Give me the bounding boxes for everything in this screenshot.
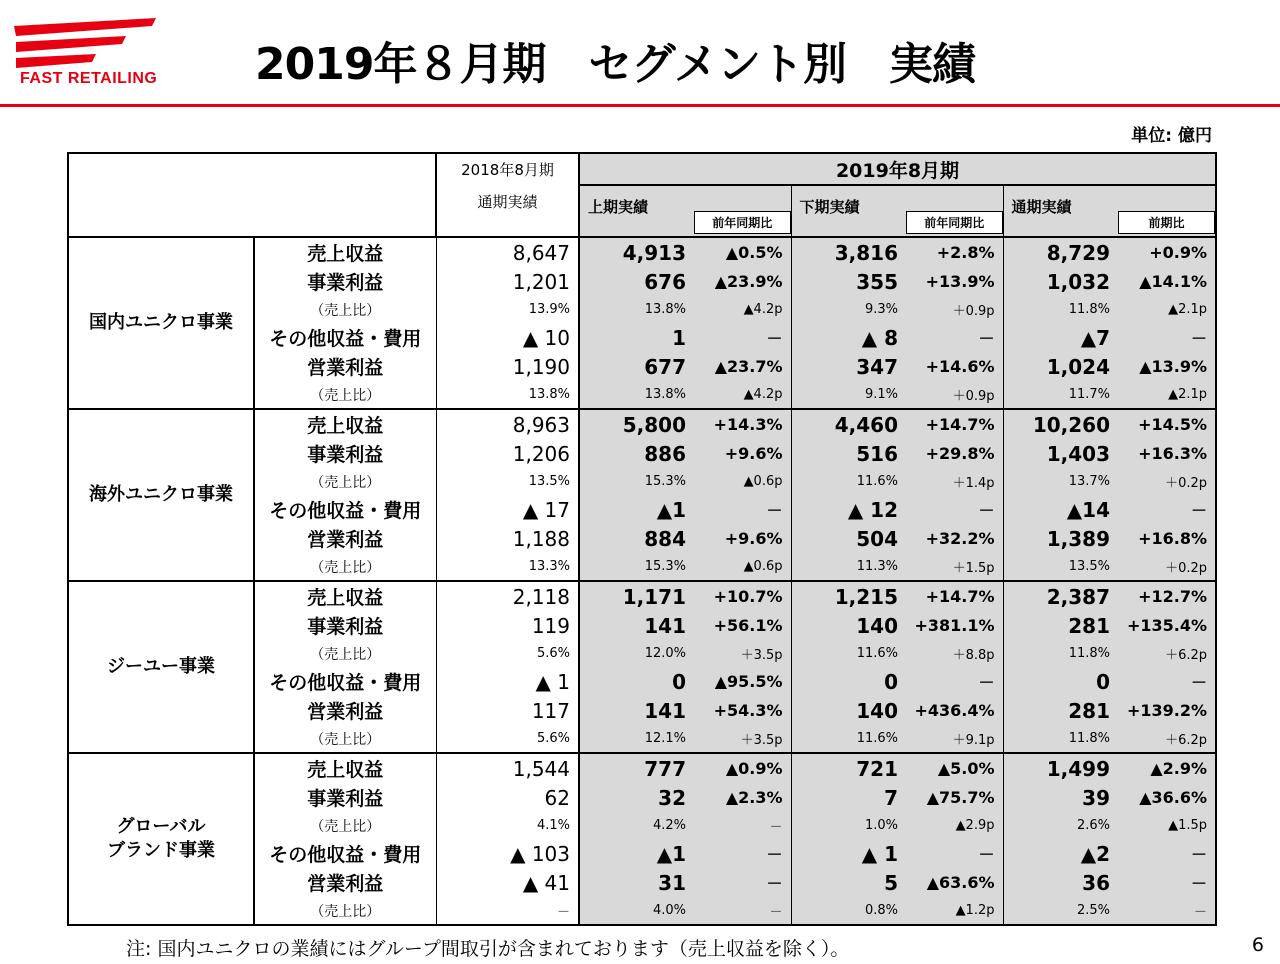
row-label: （売上比） [310, 302, 381, 319]
row-label: （売上比） [310, 387, 381, 404]
value-2018: 1,190 [436, 352, 579, 381]
change-h2: － [906, 495, 1003, 524]
value-h2: 355 [791, 267, 906, 296]
change-h1: － [694, 495, 791, 524]
value-h2: 11.3% [791, 553, 906, 581]
value-h2: 504 [791, 524, 906, 553]
value-2018: ▲ 17 [436, 495, 579, 524]
value-h2: 11.6% [791, 640, 906, 667]
change-h2: － [906, 667, 1003, 696]
change-h2: +32.2% [906, 524, 1003, 553]
change-fy: － [1118, 495, 1216, 524]
value-h2: 1.0% [791, 812, 906, 839]
change-h1: ▲2.3% [694, 783, 791, 812]
segment-name: 国内ユニクロ事業 [68, 237, 254, 409]
value-fy: ▲2 [1003, 839, 1118, 868]
change-h1: － [694, 897, 791, 925]
header-h2-yoy [906, 185, 1003, 237]
value-h2: 11.6% [791, 725, 906, 753]
value-h1: 1,171 [579, 581, 694, 611]
value-fy: 36 [1003, 868, 1118, 897]
change-fy: ▲2.9% [1118, 753, 1216, 783]
change-h1: ▲0.6p [694, 468, 791, 495]
row-label: 売上収益 [254, 237, 436, 267]
change-h1: ▲0.6p [694, 553, 791, 581]
value-h1: ▲1 [579, 495, 694, 524]
change-h2: ▲5.0% [906, 753, 1003, 783]
change-h2: － [906, 839, 1003, 868]
value-fy: 2.5% [1003, 897, 1118, 925]
change-h2: ＋0.9p [906, 381, 1003, 409]
value-h1: 15.3% [579, 468, 694, 495]
change-h2: +13.9% [906, 267, 1003, 296]
value-fy: 10,260 [1003, 409, 1118, 439]
change-fy: +135.4% [1118, 611, 1216, 640]
value-2018: ▲ 103 [436, 839, 579, 868]
value-h1: 13.8% [579, 296, 694, 323]
value-2018: 13.8% [436, 381, 579, 409]
value-2018: 13.3% [436, 553, 579, 581]
value-h1: 4,913 [579, 237, 694, 267]
value-h1: 0 [579, 667, 694, 696]
value-fy: 13.5% [1003, 553, 1118, 581]
header-h1-yoy-label: 前年同期比 [694, 211, 791, 234]
change-h1: ▲0.9% [694, 753, 791, 783]
header-row-1 [68, 153, 1216, 185]
value-h1: 15.3% [579, 553, 694, 581]
value-h1: 4.2% [579, 812, 694, 839]
value-h2: 4,460 [791, 409, 906, 439]
header-h2: 下期実績 [791, 185, 906, 237]
value-h2: 1,215 [791, 581, 906, 611]
change-h2: +29.8% [906, 439, 1003, 468]
change-h1: +9.6% [694, 524, 791, 553]
header-fy-yoy [1118, 185, 1216, 237]
value-h1: 886 [579, 439, 694, 468]
change-h2: － [906, 323, 1003, 352]
value-h1: 32 [579, 783, 694, 812]
change-h2: +2.8% [906, 237, 1003, 267]
change-h2: +14.7% [906, 409, 1003, 439]
value-h1: ▲1 [579, 839, 694, 868]
value-h2: 347 [791, 352, 906, 381]
value-2018: 8,647 [436, 237, 579, 267]
change-h2: +14.7% [906, 581, 1003, 611]
change-h1: +54.3% [694, 696, 791, 725]
title-rule [0, 104, 1280, 107]
segment-name: 海外ユニクロ事業 [68, 409, 254, 581]
change-fy: +139.2% [1118, 696, 1216, 725]
value-fy: ▲7 [1003, 323, 1118, 352]
change-fy: +0.9% [1118, 237, 1216, 267]
row-label: 売上収益 [254, 581, 436, 611]
row-label: 事業利益 [307, 444, 384, 466]
value-h2: 5 [791, 868, 906, 897]
change-fy: ▲2.1p [1118, 296, 1216, 323]
value-fy: 39 [1003, 783, 1118, 812]
change-h2: +14.6% [906, 352, 1003, 381]
change-h1: +10.7% [694, 581, 791, 611]
row-label: （売上比） [310, 559, 381, 576]
segment-results-table [67, 152, 1217, 926]
change-fy: ＋6.2p [1118, 640, 1216, 667]
value-h2: 9.1% [791, 381, 906, 409]
change-fy: ＋0.2p [1118, 553, 1216, 581]
value-h1: 4.0% [579, 897, 694, 925]
change-fy: ＋6.2p [1118, 725, 1216, 753]
change-h2: ▲63.6% [906, 868, 1003, 897]
value-fy: 2,387 [1003, 581, 1118, 611]
header-2018: 2018年8月期 [436, 153, 579, 185]
value-2018: ▲ 41 [436, 868, 579, 897]
change-h1: ▲4.2p [694, 296, 791, 323]
row-label: 事業利益 [307, 616, 384, 638]
value-h2: ▲ 12 [791, 495, 906, 524]
value-h2: 516 [791, 439, 906, 468]
value-h2: 721 [791, 753, 906, 783]
change-h2: ＋1.4p [906, 468, 1003, 495]
value-fy: 281 [1003, 611, 1118, 640]
change-h2: ＋0.9p [906, 296, 1003, 323]
header-blank [68, 153, 436, 237]
change-h1: ▲23.9% [694, 267, 791, 296]
change-h1: ▲0.5% [694, 237, 791, 267]
change-h2: ＋9.1p [906, 725, 1003, 753]
table-row [68, 753, 1216, 783]
change-fy: － [1118, 323, 1216, 352]
header-2018-sub: 通期実績 [436, 185, 579, 237]
table-row [68, 409, 1216, 439]
change-fy: ▲1.5p [1118, 812, 1216, 839]
change-h2: +381.1% [906, 611, 1003, 640]
change-fy: +14.5% [1118, 409, 1216, 439]
value-fy: 1,499 [1003, 753, 1118, 783]
value-h2: 0 [791, 667, 906, 696]
change-h2: ＋8.8p [906, 640, 1003, 667]
value-fy: 0 [1003, 667, 1118, 696]
value-h1: 13.8% [579, 381, 694, 409]
change-h2: ▲1.2p [906, 897, 1003, 925]
row-label: （売上比） [310, 646, 381, 663]
value-2018: 1,188 [436, 524, 579, 553]
row-label: 事業利益 [307, 272, 384, 294]
value-fy: 11.8% [1003, 296, 1118, 323]
value-h1: 677 [579, 352, 694, 381]
value-2018: 117 [436, 696, 579, 725]
value-2018: ▲ 10 [436, 323, 579, 352]
change-h2: +436.4% [906, 696, 1003, 725]
change-h2: ▲2.9p [906, 812, 1003, 839]
change-h1: ▲4.2p [694, 381, 791, 409]
change-h1: ＋3.5p [694, 725, 791, 753]
value-2018: － [436, 897, 579, 925]
change-fy: － [1118, 868, 1216, 897]
value-h1: 884 [579, 524, 694, 553]
value-h1: 12.1% [579, 725, 694, 753]
value-2018: 5.6% [436, 725, 579, 753]
value-h2: 7 [791, 783, 906, 812]
value-fy: 2.6% [1003, 812, 1118, 839]
row-label: （売上比） [310, 818, 381, 835]
change-fy: ＋0.2p [1118, 468, 1216, 495]
value-2018: 119 [436, 611, 579, 640]
row-label: 営業利益 [307, 701, 384, 723]
value-fy: 11.7% [1003, 381, 1118, 409]
row-label: （売上比） [310, 474, 381, 491]
value-h2: ▲ 1 [791, 839, 906, 868]
value-h1: 777 [579, 753, 694, 783]
change-fy: ▲2.1p [1118, 381, 1216, 409]
row-label: 営業利益 [307, 529, 384, 551]
value-h2: 11.6% [791, 468, 906, 495]
value-h1: 141 [579, 696, 694, 725]
table-row [68, 237, 1216, 267]
header-fy: 通期実績 [1003, 185, 1118, 237]
row-label: （売上比） [254, 897, 436, 925]
value-fy: 8,729 [1003, 237, 1118, 267]
change-h1: +56.1% [694, 611, 791, 640]
value-fy: 11.8% [1003, 640, 1118, 667]
value-h1: 12.0% [579, 640, 694, 667]
change-fy: +12.7% [1118, 581, 1216, 611]
value-fy: ▲14 [1003, 495, 1118, 524]
value-h1: 31 [579, 868, 694, 897]
header-2019: 2019年8月期 [579, 153, 1216, 185]
row-label: 事業利益 [307, 788, 384, 810]
change-fy: ▲13.9% [1118, 352, 1216, 381]
value-2018: 1,201 [436, 267, 579, 296]
page-number: 6 [1251, 934, 1264, 956]
value-fy: 1,403 [1003, 439, 1118, 468]
header-h1-yoy [694, 185, 791, 237]
change-h1: － [694, 323, 791, 352]
header-h1: 上期実績 [579, 185, 694, 237]
change-fy: ▲36.6% [1118, 783, 1216, 812]
segment-name: グローバル ブランド事業 [68, 753, 254, 925]
value-2018: 13.5% [436, 468, 579, 495]
change-h2: ▲75.7% [906, 783, 1003, 812]
value-fy: 13.7% [1003, 468, 1118, 495]
change-h1: +9.6% [694, 439, 791, 468]
change-fy: +16.3% [1118, 439, 1216, 468]
value-fy: 11.8% [1003, 725, 1118, 753]
logo-text: FAST RETAILING [20, 70, 158, 87]
value-2018: ▲ 1 [436, 667, 579, 696]
value-h1: 676 [579, 267, 694, 296]
row-label: その他収益・費用 [269, 672, 422, 694]
value-fy: 1,032 [1003, 267, 1118, 296]
row-label: その他収益・費用 [269, 500, 422, 522]
value-2018: 4.1% [436, 812, 579, 839]
footnote: 注: 国内ユニクロの業績にはグループ間取引が含まれております（売上収益を除く）。 [126, 938, 850, 960]
value-2018: 2,118 [436, 581, 579, 611]
value-2018: 1,544 [436, 753, 579, 783]
change-h2: ＋1.5p [906, 553, 1003, 581]
value-h1: 141 [579, 611, 694, 640]
value-2018: 62 [436, 783, 579, 812]
value-2018: 5.6% [436, 640, 579, 667]
row-label: 営業利益 [307, 873, 384, 895]
value-h2: 140 [791, 696, 906, 725]
change-fy: － [1118, 667, 1216, 696]
table-row [68, 581, 1216, 611]
header-fy-yoy-label: 前期比 [1118, 211, 1215, 234]
value-fy: 1,389 [1003, 524, 1118, 553]
row-label: その他収益・費用 [269, 844, 422, 866]
unit-label: 単位: 億円 [1131, 126, 1212, 146]
row-label: 営業利益 [307, 357, 384, 379]
row-label: その他収益・費用 [269, 328, 422, 350]
change-h1: － [694, 839, 791, 868]
value-h2: 140 [791, 611, 906, 640]
value-h2: 3,816 [791, 237, 906, 267]
value-fy: 281 [1003, 696, 1118, 725]
value-h2: ▲ 8 [791, 323, 906, 352]
table-body [68, 237, 1216, 925]
value-h2: 0.8% [791, 897, 906, 925]
value-fy: 1,024 [1003, 352, 1118, 381]
change-h1: +14.3% [694, 409, 791, 439]
change-h1: ▲23.7% [694, 352, 791, 381]
page-title: 2019年８月期 セグメント別 実績 [255, 39, 976, 90]
row-label: 売上収益 [254, 753, 436, 783]
value-h1: 5,800 [579, 409, 694, 439]
change-h1: － [694, 812, 791, 839]
change-h1: ▲95.5% [694, 667, 791, 696]
row-label: 売上収益 [254, 409, 436, 439]
value-2018: 13.9% [436, 296, 579, 323]
change-fy: +16.8% [1118, 524, 1216, 553]
change-fy: － [1118, 897, 1216, 925]
value-2018: 1,206 [436, 439, 579, 468]
value-2018: 8,963 [436, 409, 579, 439]
value-h2: 9.3% [791, 296, 906, 323]
segment-name: ジーユー事業 [68, 581, 254, 753]
change-h1: ＋3.5p [694, 640, 791, 667]
header-h2-yoy-label: 前年同期比 [906, 211, 1003, 234]
value-h1: 1 [579, 323, 694, 352]
change-fy: － [1118, 839, 1216, 868]
row-label: （売上比） [310, 731, 381, 748]
change-h1: － [694, 868, 791, 897]
change-fy: ▲14.1% [1118, 267, 1216, 296]
